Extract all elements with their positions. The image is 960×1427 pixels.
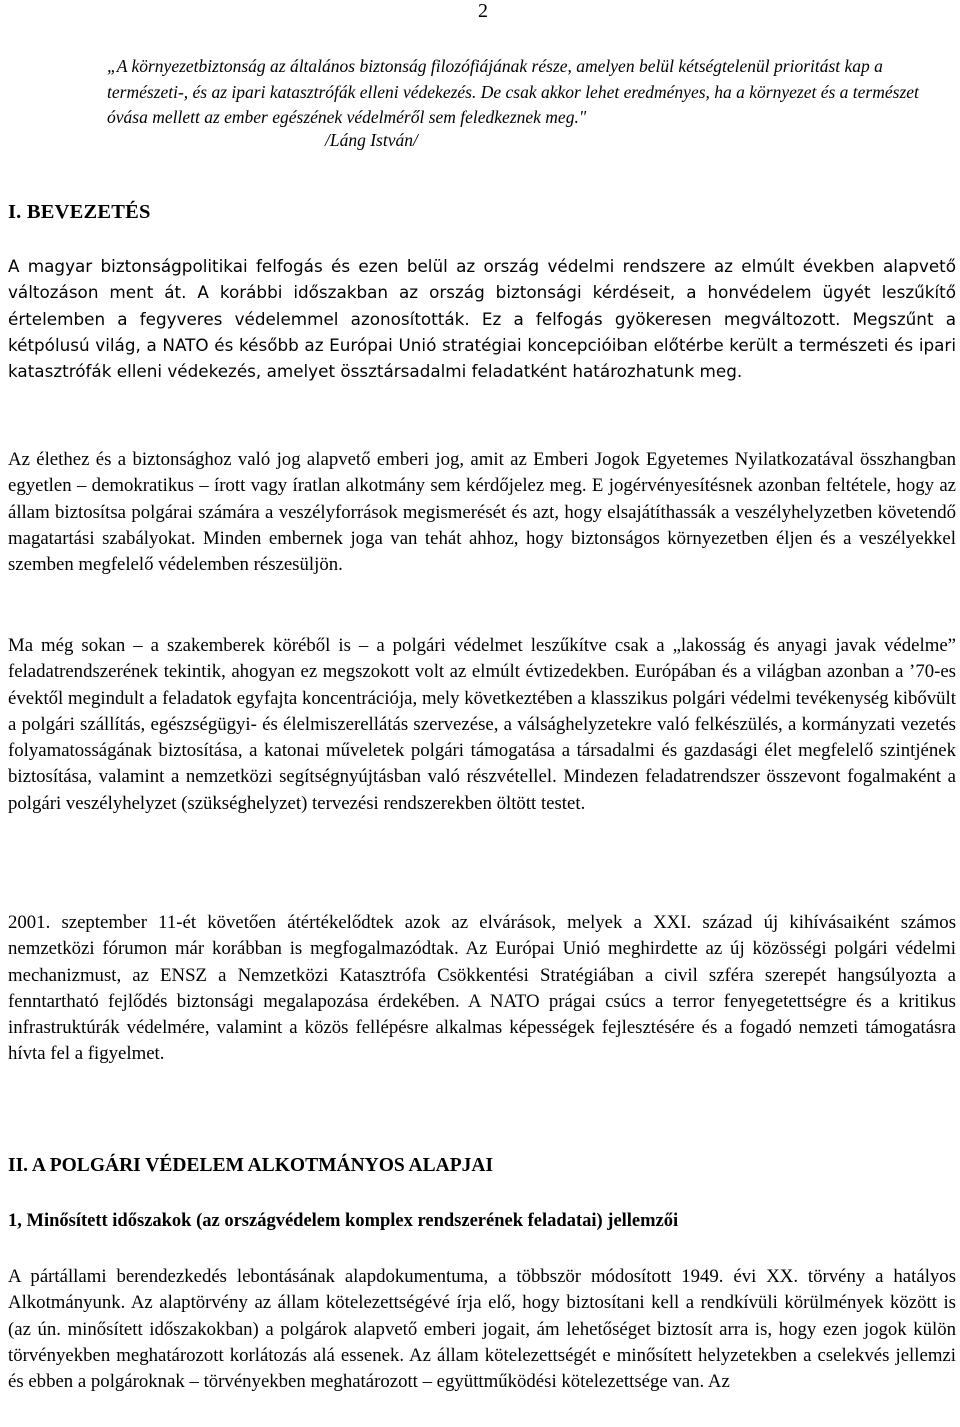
section-heading-constitutional-basis: II. A POLGÁRI VÉDELEM ALKOTMÁNYOS ALAPJAI <box>8 1155 494 1176</box>
paragraph-intro-3: Ma még sokan – a szakemberek köréből is – a polgári védelmet leszűkítve csak a „lakosság és anyagi javak védelme” feladatrendszerének tekintik, ahogyan ez megszokott volt az elmúlt évtizedekben. Európában és a világban azonban a ’70-es évektől megindult a feladatok egyfajta koncentrációja, mely következtében a klasszikus polgári védelmi tevékenység kibővült a polgári szállítás, egészségügyi- és élelmiszerellátás szervezése, a válsághelyzetekre való felkészülés, a kormányzati vezetés folyamatosságának biztosítása, a katonai műveletek polgári támogatása a társadalmi és gazdasági élet megfelelő szintjének biztosítása, valamint a nemzetközi segítségnyújtásban való részvétellel. Mindezen feladatrendszer összevont fogalmaként a polgári veszélyhelyzet (szükséghelyzet) tervezési rendszerekben öltött testet. <box>8 635 956 814</box>
paragraph-intro-2: Az élethez és a biztonsághoz való jog alapvető emberi jog, amit az Emberi Jogok Egyetemes Nyilatkozatával összhangban egyetlen – demokratikus – írott vagy íratlan alkotmány sem kérdőjelez meg. E jogérvényesítésnek azonban feltétele, hogy az állam biztosítsa polgárai számára a veszélyforrások megismerését és azt, hogy elsajátíthassák a veszélyhelyzetben követendő magatartási szabályokat. Minden embernek joga van tehát ahhoz, hogy biztonságos környezetben éljen és a veszélyekkel szemben megfelelő védelemben részesüljön. <box>8 449 956 576</box>
paragraph-constitution: A pártállami berendezkedés lebontásának alapdokumentuma, a többször módosított 1949. évi XX. törvény a hatályos Alkotmányunk. Az alaptörvény az állam kötelezettségévé írja elő, hogy biztosítani kell a rendkívüli körülmények között is (az ún. minősített időszakokban) a polgárok alapvető emberi jogait, ám lehetőséget biztosít arra is, hogy ezen jogok külön törvényekben meghatározott korlátozás alá essenek. Az állam kötelezettségét e minősített helyzetekben a cselekvés jellemzi és ebben a polgároknak – törvényekben meghatározott – együttműködési kötelezettsége van. Az <box>8 1266 956 1393</box>
paragraph-intro-4: 2001. szeptember 11-ét követően átértékelődtek azok az elvárások, melyek a XXI. század új kihívásaiként számos nemzetközi fórumon már korábban is megfogalmazódtak. Az Európai Unió meghirdette az új közösségi polgári védelmi mechanizmust, az ENSZ a Nemzetközi Katasztrófa Csökkentési Stratégiában a civil szféra szerepét hangsúlyozta a fenntartható fejlődés biztonsági megalapozása érdekében. A NATO prágai csúcs a terror fenyegetettségre és a kritikus infrastruktúrák védelmére, valamint a közös fellépésre alkalmas képességek fejlesztésére és a fogadó nemzeti támogatásra hívta fel a figyelmet. <box>8 912 956 1065</box>
page-number: 2 <box>478 0 488 22</box>
section-heading-introduction: I. BEVEZETÉS <box>8 201 151 223</box>
paragraph-intro-1: A magyar biztonságpolitikai felfogás és ezen belül az ország védelmi rendszere az elmúlt években alapvető változáson ment át. A korábbi időszakban az ország biztonsági kérdéseit, a honvédelem ügyét leszűkítő értelemben a fegyveres védelemmel azonosították. Ez a felfogás gyökeresen megváltozott. Megszűnt a kétpólusú világ, a NATO és később az Európai Unió stratégiai koncepcióiban előtérbe került a természeti és ipari katasztrófák elleni védekezés, amelyet össztársadalmi feladatként határozhatunk meg. <box>8 256 956 382</box>
subsection-heading-qualified-periods: 1, Minősített időszakok (az országvédelem komplex rendszerének feladatai) jellemzői <box>8 1211 679 1231</box>
epigraph-quote: „A környezetbiztonság az általános biztonság filozófiájának része, amelyen belül kétségtelenül prioritást kap a természeti-, és az ipari katasztrófák elleni védekezés. De csak akkor lehet eredményes, ha a környezet és a természet óvása mellett az ember egészének védelméről sem feledkeznek meg." <box>107 56 919 127</box>
epigraph-author: /Láng István/ <box>325 130 418 150</box>
